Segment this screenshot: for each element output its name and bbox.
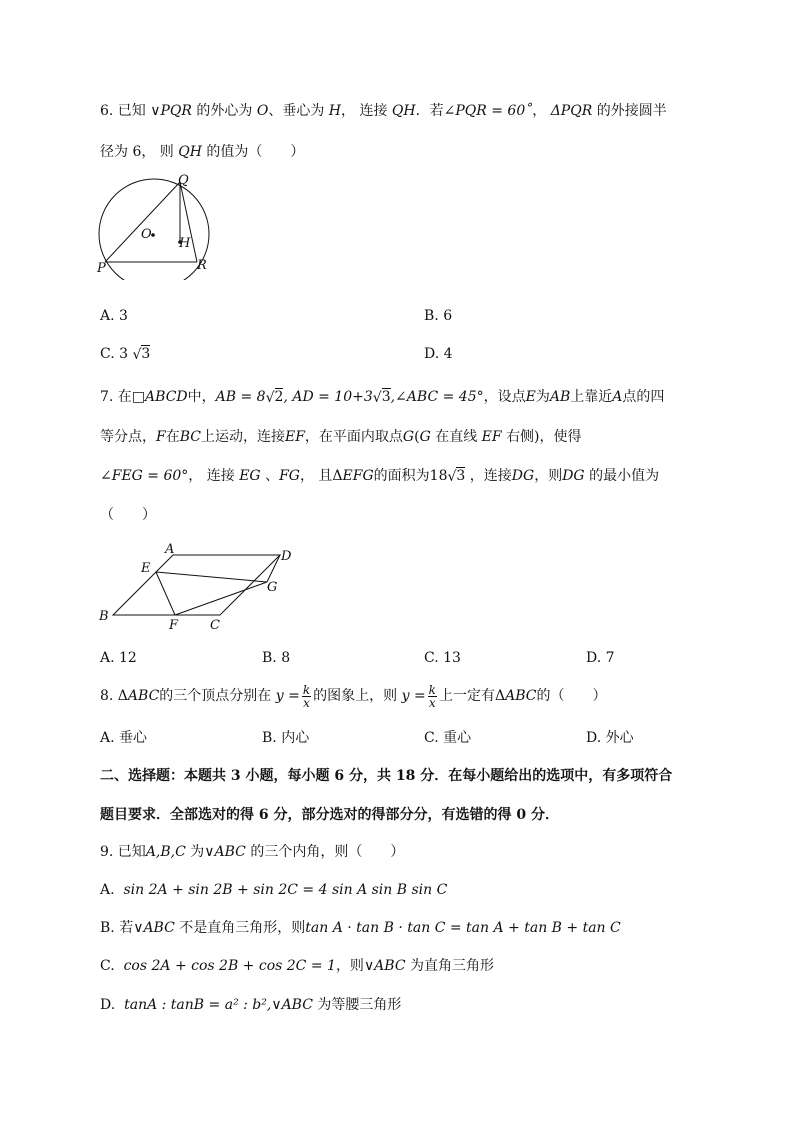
option-label: B. 若 [100, 920, 134, 936]
section2-line1: 二、选择题：本题共 3 小题，每小题 6 分，共 18 分．在每小题给出的选项中，有多项符合 [100, 768, 673, 784]
math-abc: A,B,C [145, 844, 186, 860]
text: ，设点 [483, 389, 526, 405]
q8-option-d: D. 外心 [586, 730, 634, 746]
option-label: C. [100, 958, 115, 974]
circumcircle [99, 179, 209, 280]
text: 、 [265, 468, 280, 484]
math-a: A [612, 389, 623, 405]
text: 上运动，连接 [200, 429, 285, 445]
sqrt-sign: √ [447, 469, 457, 485]
math-g: G [402, 429, 415, 445]
math-eg: EG [239, 468, 261, 484]
q7-line1 [100, 387, 664, 407]
math-ef: EF [481, 429, 502, 445]
text: 为等腰三角形 [317, 997, 402, 1013]
text: 的三个顶点分别在 [159, 688, 272, 704]
sqrt-sign: √ [132, 347, 142, 363]
text: ．若 [415, 103, 444, 119]
radicand: 3 [141, 346, 151, 362]
math-g: G [419, 429, 431, 445]
text: 的外接圆半 [596, 103, 667, 119]
label-f: F [169, 618, 179, 633]
q7-figure [95, 540, 305, 635]
q9-option-d [100, 995, 401, 1015]
q6-option-a: A. 3 [100, 308, 128, 324]
text: 18 [429, 468, 448, 484]
segment-dg [267, 555, 280, 582]
text: 的面积为 [373, 468, 430, 484]
text: 在 [165, 429, 180, 445]
segment-eg [156, 572, 267, 582]
math-h: H [328, 103, 342, 119]
q9-option-b [100, 918, 621, 938]
text: 点的四 [622, 389, 665, 405]
math-efg: EFG [342, 468, 374, 484]
text: 的（ ） [536, 688, 607, 704]
text: 不是直角三角形，则 [179, 920, 306, 936]
label-q: Q [178, 173, 189, 188]
math-expression: cos 2A + cos 2B + cos 2C = 1 [123, 958, 336, 974]
label-d: D [281, 549, 292, 564]
text: , [283, 389, 288, 405]
q9-option-a [100, 880, 447, 900]
sqrt-sign: √ [265, 390, 275, 406]
label-e: E [141, 561, 151, 576]
math-expression: sin 2A + sin 2B + sin 2C = 4 sin A sin B sin C [123, 882, 448, 898]
denominator: x [428, 695, 436, 710]
label-o: O [141, 227, 152, 242]
math-abc: ABC [127, 688, 160, 704]
math-qh: QH [391, 103, 416, 119]
text: ， 连接 [188, 468, 235, 484]
numerator: k [302, 682, 311, 697]
text: 等分点， [100, 429, 156, 445]
option-label: A. [100, 882, 115, 898]
parallelogram-symbol: □ [131, 389, 146, 405]
text: ， 连接 [341, 103, 388, 119]
math-triangle: ∨ABC [363, 958, 406, 974]
math-expression: tan A · tan B · tan C = tan A + tan B + tan C [305, 920, 621, 936]
text: 径为 6， 则 [100, 144, 174, 160]
label-c: C [210, 618, 220, 633]
math-triangle: ΔPQR [550, 103, 593, 119]
text: ，在平面内取点 [304, 429, 403, 445]
math-triangle-pqr: ∨PQR [150, 103, 192, 119]
label-b: B [99, 609, 109, 624]
label-p: P [97, 261, 106, 276]
section2-line2: 题目要求．全部选对的得 6 分，部分选对的得部分分，有选错的得 0 分． [100, 807, 559, 823]
segment-ef [156, 572, 175, 615]
q6-figure [92, 172, 222, 280]
q7-option-d: D. 7 [586, 650, 615, 666]
math-f: F [156, 429, 166, 445]
text: ， 且Δ [299, 468, 343, 484]
q8-option-c: C. 重心 [424, 730, 472, 746]
text: ( [414, 429, 420, 445]
text: 的外心为 [196, 103, 253, 119]
text: ，则 [534, 468, 563, 484]
math-abcd: ABCD [145, 389, 188, 405]
q7-line4: （ ） [100, 507, 156, 523]
text: 上一定有Δ [438, 688, 506, 704]
q8-option-b: B. 内心 [262, 730, 310, 746]
math-bc: BC [179, 429, 201, 445]
text: 的图象上，则 [313, 688, 398, 704]
q6-line1 [100, 101, 667, 121]
text: ， [532, 103, 547, 119]
math-angle: ∠PQR = 60˚ [443, 103, 533, 119]
text: 在直线 [435, 429, 478, 445]
math-dg: DG [562, 468, 585, 484]
q7-option-c: C. 13 [424, 650, 461, 666]
sqrt-sign: √ [372, 390, 382, 406]
label-g: G [267, 580, 278, 595]
q9-number: 9. 已知 [100, 844, 146, 860]
q7-line2 [100, 427, 582, 447]
math-y: y = [275, 688, 300, 704]
text: 为 [535, 389, 550, 405]
text: 为 [190, 844, 205, 860]
text: ，则 [335, 958, 364, 974]
math-ad: AD = 10+3 [292, 389, 373, 405]
math-angle: ∠FEG = 60° [100, 468, 189, 484]
denominator: x [303, 695, 310, 710]
q7-number: 7. 在 [100, 389, 132, 405]
fraction-k-over-x [302, 684, 311, 709]
numerator: k [428, 682, 436, 697]
q6-option-d: D. 4 [424, 346, 453, 362]
text: 的三个内角，则（ ） [250, 844, 405, 860]
math-fg: FG [279, 468, 300, 484]
q9-stem [100, 842, 404, 862]
segment-fg [175, 582, 267, 615]
math-ab: AB [549, 389, 571, 405]
radicand: 2 [274, 389, 284, 405]
text: 右侧)，使得 [506, 429, 582, 445]
math-triangle: ∨ABC [133, 920, 175, 936]
label-a: A [165, 542, 175, 557]
parallelogram-abcd [113, 555, 280, 615]
radicand: 3 [456, 468, 466, 484]
math-y: y = [401, 688, 426, 704]
text: 、垂心为 [268, 103, 325, 119]
q7-option-a: A. 12 [100, 650, 137, 666]
text: ，连接 [469, 468, 512, 484]
math-o: O [256, 103, 269, 119]
point-o [151, 233, 155, 237]
label-h: H [179, 236, 191, 251]
q8-number: 8. Δ [100, 688, 128, 704]
math-expression: tanA : tanB = a² : b²,∨ABC [124, 997, 313, 1013]
q6-line2 [100, 142, 304, 162]
q6-option-c [100, 344, 150, 364]
q8-option-a: A. 垂心 [100, 730, 148, 746]
q6-option-b: B. 6 [424, 308, 453, 324]
radicand: 3 [381, 389, 391, 405]
q9-option-c [100, 956, 494, 976]
text: 中， [187, 389, 216, 405]
text: 为直角三角形 [410, 958, 495, 974]
text: C. 3 [100, 346, 129, 362]
text: 上靠近 [570, 389, 613, 405]
math-e: E [525, 389, 536, 405]
math-triangle: ∨ABC [204, 844, 246, 860]
label-r: R [197, 258, 207, 273]
math-angle: ,∠ABC = 45° [390, 389, 484, 405]
q7-line3 [100, 466, 659, 486]
option-label: D. [100, 997, 116, 1013]
q8-line [100, 680, 606, 712]
q6-number: 6. 已知 [100, 103, 146, 119]
q7-option-b: B. 8 [262, 650, 291, 666]
math-abc: ABC [505, 688, 537, 704]
math-ef: EF [284, 429, 305, 445]
math-ab: AB = 8 [215, 389, 266, 405]
fraction-k-over-x [428, 684, 437, 709]
text: 的值为（ ） [206, 144, 305, 160]
math-dg: DG [511, 468, 535, 484]
text: 的最小值为 [589, 468, 660, 484]
math-qh: QH [178, 144, 202, 160]
